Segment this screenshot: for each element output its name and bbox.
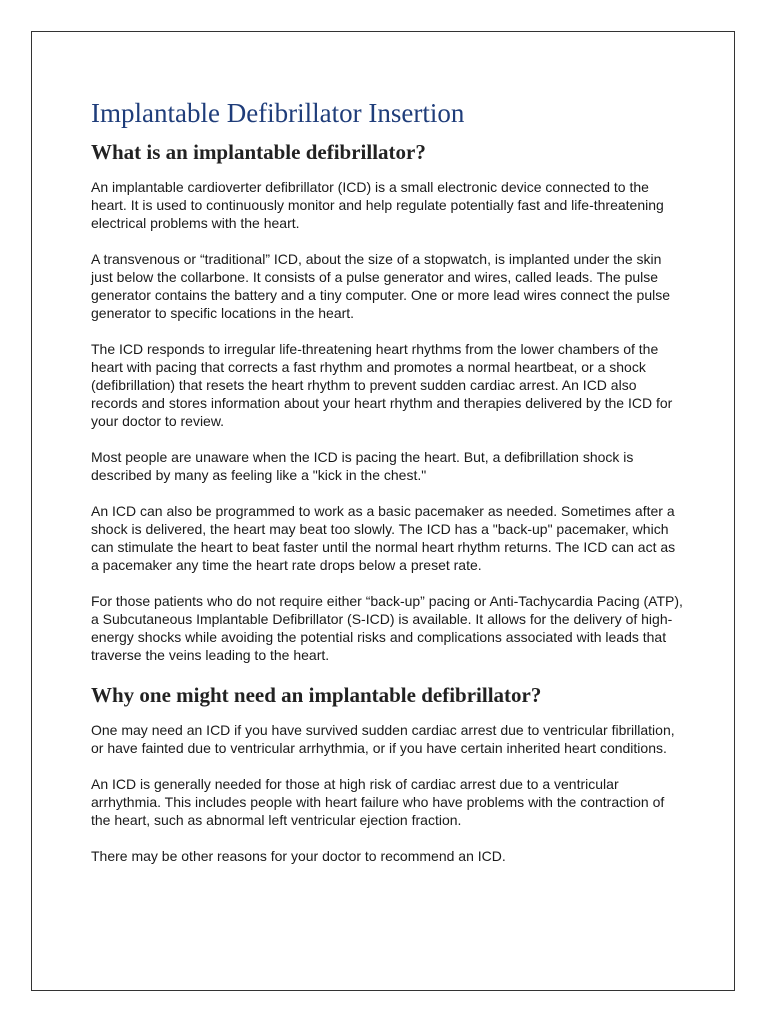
- document-title: Implantable Defibrillator Insertion: [91, 98, 465, 128]
- paragraph: An ICD can also be programmed to work as a basic pacemaker as needed. Sometimes after a shock is delivered, the heart may beat too slowly. The ICD has a "back-up" pacemaker, which can stimulate the heart to beat faster until the normal heart rhythm returns. The ICD can act as a pacemaker any time the heart rate drops below a preset rate.: [91, 503, 676, 573]
- paragraph: There may be other reasons for your doctor to recommend an ICD.: [91, 848, 506, 864]
- section-heading: Why one might need an implantable defibrillator?: [91, 683, 542, 707]
- section-why-need-icd: [91, 682, 686, 865]
- section-heading: What is an implantable defibrillator?: [91, 140, 426, 164]
- section-what-is-icd: [91, 139, 686, 664]
- document-content: [91, 96, 686, 883]
- paragraph: One may need an ICD if you have survived sudden cardiac arrest due to ventricular fibrillation, or have fainted due to ventricular arrhythmia, or if you have certain inherited heart conditions.: [91, 722, 675, 756]
- paragraph: For those patients who do not require either “back-up” pacing or Anti-Tachycardia Pacing (ATP), a Subcutaneous Implantable Defibrillator (S-ICD) is available. It allows for the delivery of high-energy shocks while avoiding the potential risks and complications associated with leads that traverse the veins leading to the heart.: [91, 593, 683, 663]
- document-page: [31, 31, 735, 991]
- paragraph: A transvenous or “traditional” ICD, about the size of a stopwatch, is implanted under the skin just below the collarbone. It consists of a pulse generator and wires, called leads. The pulse generator contains the battery and a tiny computer. One or more lead wires connect the pulse generator to specific locations in the heart.: [91, 251, 670, 321]
- paragraph: An ICD is generally needed for those at high risk of cardiac arrest due to a ventricular arrhythmia. This includes people with heart failure who have problems with the contraction of the heart, such as abnormal left ventricular ejection fraction.: [91, 776, 665, 828]
- paragraph: Most people are unaware when the ICD is pacing the heart. But, a defibrillation shock is described by many as feeling like a "kick in the chest.": [91, 449, 634, 483]
- paragraph: The ICD responds to irregular life-threatening heart rhythms from the lower chambers of the heart with pacing that corrects a fast rhythm and promotes a normal heartbeat, or a shock (defibrillation) that resets the heart rhythm to prevent sudden cardiac arrest. An ICD also records and stores information about your heart rhythm and therapies delivered by the ICD for your doctor to review.: [91, 341, 673, 429]
- paragraph: An implantable cardioverter defibrillator (ICD) is a small electronic device connected to the heart. It is used to continuously monitor and help regulate potentially fast and life-threatening electrical problems with the heart.: [91, 179, 664, 231]
